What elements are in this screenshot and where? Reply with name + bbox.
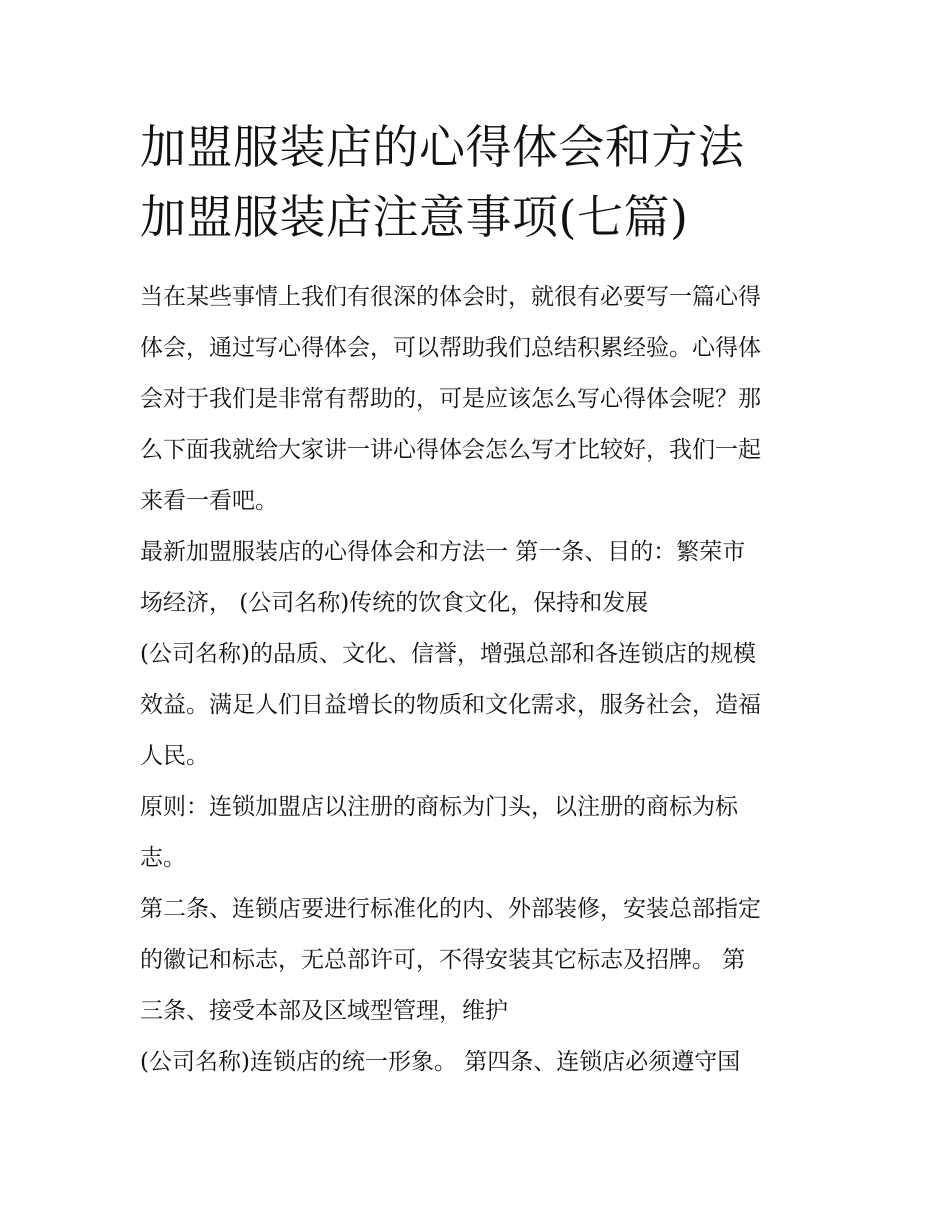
body-line: 来看一看吧。 xyxy=(140,488,278,514)
document-page xyxy=(140,112,820,1088)
document-title xyxy=(140,112,820,252)
document-body xyxy=(140,272,820,1088)
body-line: 效益。满足人们日益增长的物质和文化需求，服务社会，造福 xyxy=(140,692,761,718)
body-line: 会对于我们是非常有帮助的，可是应该怎么写心得体会呢？那 xyxy=(140,386,761,412)
body-line: 当在某些事情上我们有很深的体会时，就很有必要写一篇心得 xyxy=(140,284,761,310)
body-line: 最新加盟服装店的心得体会和方法一 第一条、目的：繁荣市 xyxy=(140,539,746,565)
body-line: 场经济， (公司名称)传统的饮食文化，保持和发展 xyxy=(140,590,649,616)
body-line: 志。 xyxy=(140,845,186,871)
body-line: 原则：连锁加盟店以注册的商标为门头，以注册的商标为标 xyxy=(140,794,738,820)
body-line: 体会，通过写心得体会，可以帮助我们总结积累经验。心得体 xyxy=(140,335,761,361)
body-line: 么下面我就给大家讲一讲心得体会怎么写才比较好，我们一起 xyxy=(140,437,761,463)
body-line: 三条、接受本部及区域型管理，维护 xyxy=(140,998,508,1024)
title-line: 加盟服装店注意事项(七篇) xyxy=(140,190,689,244)
title-line: 加盟服装店的心得体会和方法 xyxy=(140,120,745,174)
body-line: 第二条、连锁店要进行标准化的内、外部装修，安装总部指定 xyxy=(140,896,761,922)
body-line: 人民。 xyxy=(140,743,209,769)
body-line: (公司名称)的品质、文化、信誉，增强总部和各连锁店的规模 xyxy=(140,641,756,667)
body-line: (公司名称)连锁店的统一形象。 第四条、连锁店必须遵守国 xyxy=(140,1049,741,1075)
body-line: 的徽记和标志，无总部许可，不得安装其它标志及招牌。 第 xyxy=(140,947,746,973)
